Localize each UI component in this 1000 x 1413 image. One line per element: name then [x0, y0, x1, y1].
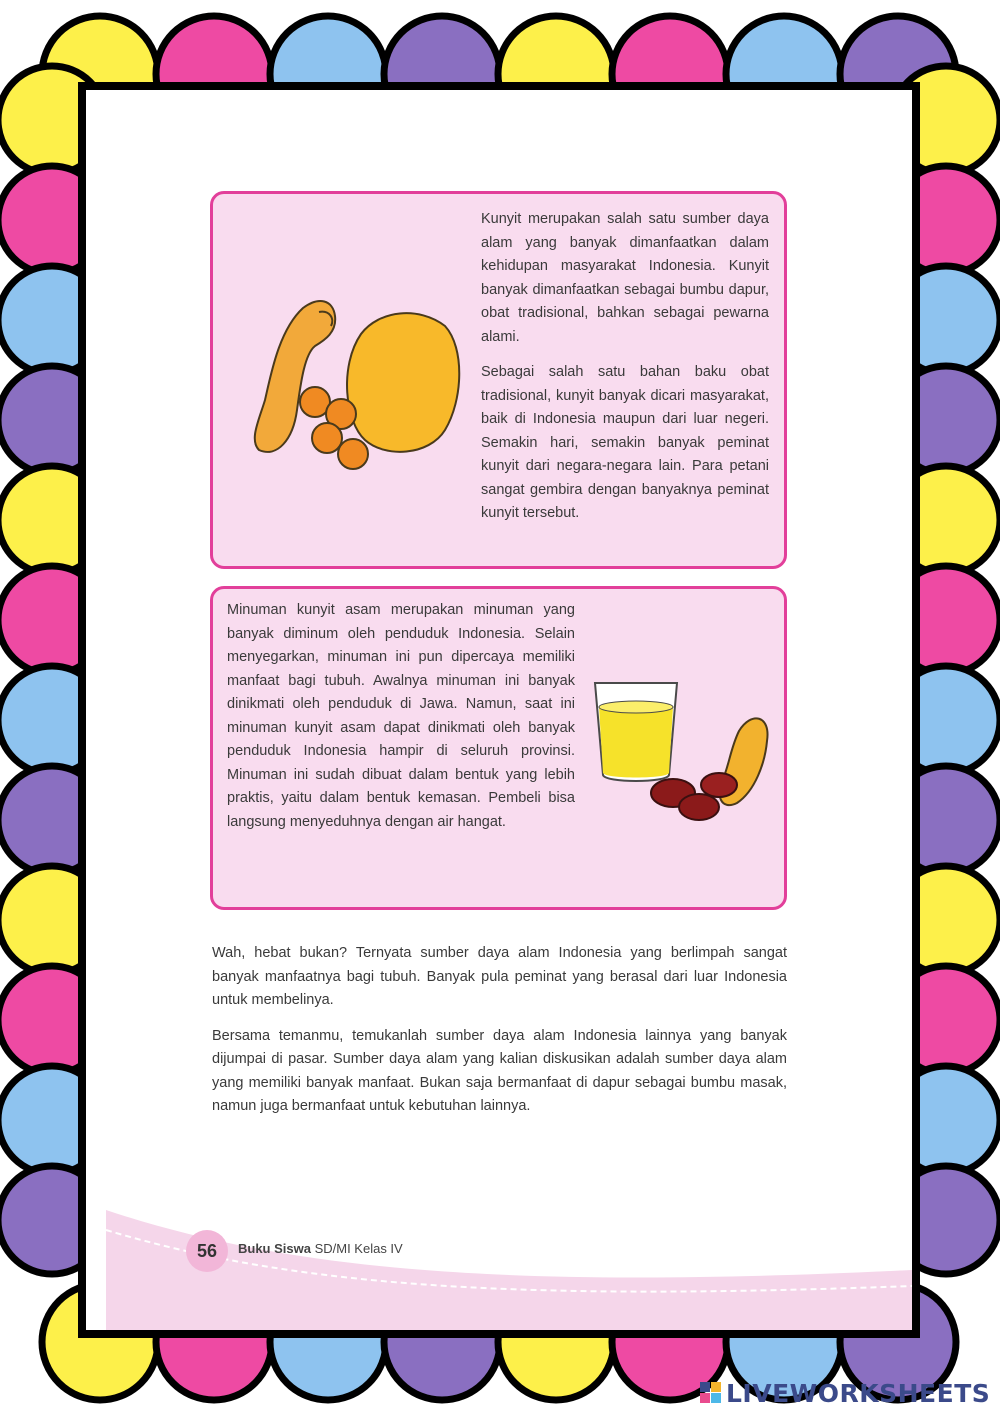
- footer-book-rest: SD/MI Kelas IV: [310, 1241, 403, 1256]
- liveworksheets-logo-icon: [700, 1382, 722, 1404]
- page-number: 56: [186, 1230, 228, 1272]
- footer-book-title: [238, 1241, 403, 1256]
- kunyit-asam-text: [227, 599, 575, 846]
- turmeric-drink-illustration: [589, 671, 785, 841]
- turmeric-illustration: [249, 290, 465, 480]
- body-text: [212, 942, 787, 1131]
- turmeric-paragraph-1: Kunyit merupakan salah satu sumber daya alam yang banyak dimanfaatkan dalam kehidupan masyarakat Indonesia. Kunyit banyak dimanfaatkan sebagai bumbu dapur, obat tradisional, bahkan sebagai pewarna alami.: [481, 211, 769, 345]
- body-paragraph-1: Wah, hebat bukan? Ternyata sumber daya alam Indonesia yang berlimpah sangat banyak manfaatnya bagi tubuh. Banyak pula peminat yang berasal dari luar Indonesia untuk membelinya.: [212, 945, 787, 1008]
- body-paragraph-2: Bersama temanmu, temukanlah sumber daya alam Indonesia lainnya yang banyak dijumpai di pasar. Sumber daya alam yang kalian diskusikan adalah sumber daya alam yang memiliki banyak manfaat. Bukan saja bermanfaat di dapur sebagai bumbu masak, namun juga bermanfaat untuk kebutuhan lainnya.: [212, 1027, 787, 1114]
- watermark-text: LIVEWORKSHEETS: [726, 1378, 991, 1408]
- kunyit-asam-paragraph: Minuman kunyit asam merupakan minuman yang banyak diminum oleh penduduk Indonesia. Selain menyegarkan, minuman ini pun dipercaya memiliki manfaat bagi tubuh. Awalnya minuman ini banyak dinikmati oleh penduduk di Jawa. Namun, saat ini minuman kunyit asam dapat dinikmati oleh banyak penduduk Indonesia hampir di seluruh provinsi. Minuman ini sudah dibuat dalam bentuk yang lebih praktis, yaitu dalam bentuk kemasan. Pembeli bisa langsung menyeduhnya dengan air hangat.: [227, 602, 575, 830]
- kunyit-asam-info-box: [210, 586, 787, 910]
- footer-book-bold: Buku Siswa: [238, 1241, 311, 1256]
- turmeric-paragraph-2: Sebagai salah satu bahan baku obat tradisional, kunyit banyak dicari masyarakat, baik di Indonesia maupun dari luar negeri. Semakin hari, semakin banyak peminat kunyit dari negara-negara lain. Para petani sangat gembira dengan banyaknya peminat kunyit tersebut.: [481, 364, 769, 521]
- textbook-page: [86, 90, 912, 1330]
- turmeric-info-box: [210, 191, 787, 569]
- liveworksheets-watermark: [700, 1376, 996, 1410]
- turmeric-text: [481, 208, 769, 538]
